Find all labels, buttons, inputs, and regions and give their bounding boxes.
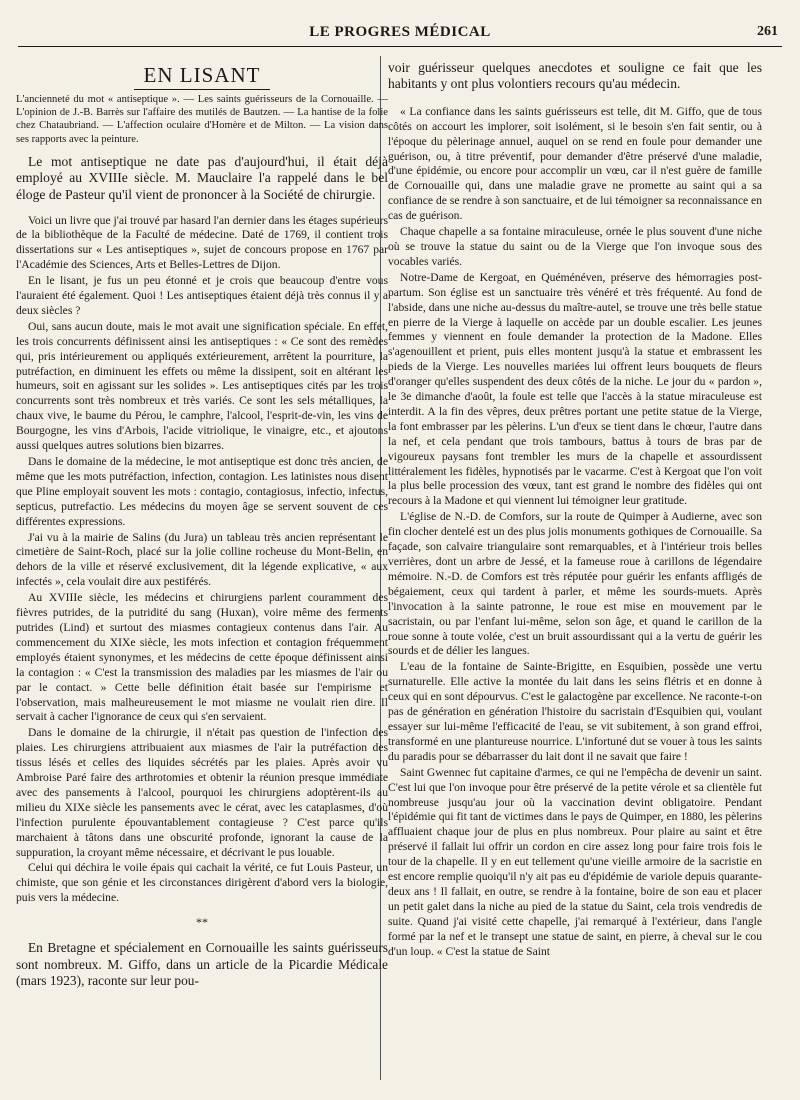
paragraph: Dans le domaine de la médecine, le mot antiseptique est donc très ancien, de même que les mots putréfaction, infection, contagion. Les latinistes nous disent que Pline employait souvent les mots : contagio, contagiosus, infectio, infectus, septicus, putrefactio. Les médecins du moyen âge se servent souvent de ces différentes expressions. <box>16 455 388 528</box>
paragraph: En Bretagne et spécialement en Cornouaille les saints guérisseurs sont nombreux. M. Giffo, dans un article de la Picardie Médicale (mars 1923), raconte sur leur pou- <box>16 940 388 988</box>
paragraph: En le lisant, je fus un peu étonné et je crois que beaucoup d'entre vous l'auraient été également. Quoi ! Les antiseptiques étaient déjà très connus il y a deux siècles ? <box>16 274 388 317</box>
paragraph: L'eau de la fontaine de Sainte-Brigitte, en Esquibien, possède une vertu surnaturelle. Elle active la montée du lait dans les seins flétris et en donne à ceux qui en sont dépourvus. C'est le galactogène par excellence. Ne raconte-t-on pas de génération en génération l'histoire du sacristain d'Esquibien qui, voulant essayer sur lui-même l'efficacité de l'eau, se vit subitement, à son grand effroi, transformé en une plantureuse nourrice. L'infortuné dut se vouer à tous les saints du paradis pour se débarrasser du lait dont il ne savait que faire ! <box>388 660 762 763</box>
paragraph: L'église de N.-D. de Comfors, sur la route de Quimper à Audierne, avec son fin clocher dentelé est un des plus jolis monuments gothiques de Cornouaille. Sa façade, son calvaire triangulaire sont remarquables, et à l'intérieur trois belles verrières, dont un arbre de Jessé, et la fameuse roue à carillons de légendaire mémoire. N.-D. de Comfors est très réputée pour guérir les enfants affligés de bégaiement, ceux qui tardent à parler, et même les sourds-muets. Après l'invocation à la sainte patronne, le roue est mise en mouvement par le sacristain, ou par l'enfant lui-même, selon son âge, et quand le carillon de la roue sonne à toute volée, c'est un bruit assourdissant qui a la vertu de guérir les sourds et de délier les langues. <box>388 510 762 658</box>
paragraph: Celui qui déchira le voile épais qui cachait la vérité, ce fut Louis Pasteur, un chimiste, que son génie et les circonstances dirigèrent d'abord vers la biologie, puis vers la médecine. <box>16 861 388 905</box>
running-title: LE PROGRES MÉDICAL <box>309 24 491 40</box>
paragraph: Au XVIIIe siècle, les médecins et chirurgiens parlent couramment des fièvres putrides, de la putridité du sang (Huxan), voire même des ferments putrides (Lind) et surtout des miasmes contagieux contenus dans l'air. Au commencement du XIXe siècle, les mots infection et contagion fréquemment employés étaient synonymes, et les médecins de cette époque définissent ainsi la contagion : « C'est la transmission des maladies par les miasmes de l'air ou par le contact. » Cette belle définition était basée sur l'empirisme et l'observation, mais malheureusement le mot miasme ne voulait rien dire. Il servait à cacher l'ignorance de ceux qui s'en servaient. <box>16 591 388 724</box>
header-rule <box>18 46 782 47</box>
section-title <box>16 63 388 87</box>
left-column <box>16 60 388 1086</box>
paragraph: Saint Gwennec fut capitaine d'armes, ce qui ne l'empêcha de devenir un saint. C'est lui que l'on invoque pour être préservé de la petite vérole et sa clientèle fut nombreuse jusqu'au jour où la vaccination devint obligatoire. Pendant l'épidémie qui fit tant de victimes dans le pays de Quimper, en 1880, les pèlerins affluaient chaque jour de plus en plus nombreux. Pour plaire au saint et être préservé il fallait lui offrir un cordon en cire assez long pour faire trois fois le tour de la chapelle. Il y en eut tellement qu'une vieille armoire de la sacristie en est encore remplie quoiqu'il n'y ait pas eu d'épidémie de variole depuis quarante-deux ans ! Il fallait, en outre, se rendre à la fontaine, boire de son eau et placer un petit galet dans la niche au pied de la statue du Saint, cela trois vendredis de suite. Quand j'ai visité cette chapelle, j'ai remarqué à l'extérieur, dans l'angle formé par la nef et le transept une statue de saint, en pierre, à cheval sur le cou d'un loup. « C'est la statue de Saint <box>388 765 762 958</box>
section-separator: ** <box>196 915 208 930</box>
paragraph: Oui, sans aucun doute, mais le mot avait une signification spéciale. En effet, les trois concurrents définissent ainsi les antiseptiques : « Ce sont des remèdes qui, pris intérieurement ou appliqués extérieurement, arrêtent la pourriture, la putréfaction, en diminuent les effets ou même la dissipent, soit en altérant les humeurs, soit en agissant sur les solides ». Les antiseptiques cités par les trois concurrents sont très nombreux et très variés. Ce sont les sels métalliques, la chaux vive, le baume du Pérou, le camphre, l'alcool, l'esprit-de-vin, les vins de Bourgogne, les vins d'Arbois, l'acide vitriolique, le vinaigre, etc., et ajoutons aussi quelques autres solutions bien bizarres. <box>16 319 388 453</box>
paragraph: Notre-Dame de Kergoat, en Quéménéven, préserve des hémorragies post-partum. Son église est un sanctuaire très vénéré et très fréquenté. Au fond de l'abside, dans une niche au-dessus du maître-autel, se trouve une très belle statue en pierre de la Vierge à laquelle on accède par un double escalier. Les jeunes femmes y viennent en foule demander la protection de la Madone. Elles s'agenouillent et prient, puis elles montent jusqu'à la statue et embrassent les pieds de la Vierge. Les nouvelles mariées lui offrent leurs bouquets de fleurs d'oranger qu'elles suspendent des deux côtés de la niche. Le jour du « pardon », le 3e dimanche d'août, la foule est telle que l'accès à la statue miraculeuse est interdit. A la fin des vêpres, deux prêtres portant une petite statue de la Vierge, la font embrasser par les pèlerins. L'un d'eux se tient dans le chœur, l'autre dans la nef, et cela pendant que trois tambours, battus à tours de bras par de vigoureux paysans font trembler les murs de la chapelle et assourdissent littéralement les fidèles, hypnotisés par le vacarme. C'est à Kergoat que l'on voit la plus belle procession des vœux, tant est grand le nombre des fidèles qui ont recours à la Madone et qui viennent lui témoigner leur gratitude. <box>388 270 762 508</box>
page-header <box>18 24 782 48</box>
continued-paragraph: voir guérisseur quelques anecdotes et souligne ce fait que les habitants y ont plus volontiers recours qu'au médecin. <box>388 60 762 92</box>
page-number: 261 <box>757 24 778 39</box>
section-summary: L'ancienneté du mot « antiseptique ». — Les saints guérisseurs de la Cornouaille. — L'opinion de J.-B. Barrès sur l'affaire des mutilés de Bautzen. — La hantise de la folie chez Chataubriand. — L'affection oculaire d'Homère et de Milton. — La vision dans ses rapports avec la peinture. <box>16 93 388 145</box>
paragraph: Dans le domaine de la chirurgie, il n'était pas question de l'infection des plaies. Les chirurgiens attribuaient aux miasmes de l'air la putréfaction des tissus lésés et celles des liquides sécrétés par les plaies. Après avoir vu Ambroise Paré faire des arthrotomies et obtenir la réunion presque immédiate avec des pansements à l'alcool, pourquoi les chirurgiens adoptèrent-ils au milieu du XIXe siècle les pansements avec le cérat, avec les cataplasmes, d'où l'infection purulente épouvantablement contagieuse ? C'est parce qu'ils marchaient à tâtons dans une obscurité profonde, ignorant la cause de la suppuration, la croyant même nécessaire, et décrivant le pus louable. <box>16 726 388 859</box>
right-column <box>388 60 762 1086</box>
paragraph: J'ai vu à la mairie de Salins (du Jura) un tableau très ancien représentant le cimetière de Saint-Roch, placé sur la jolie colline rocheuse du Mont-Belin, en dehors de la ville et réservé exclusivement, dit la légende explicative, « aux infectés », cela voulait dire aux pestiférés. <box>16 530 388 589</box>
paragraph: Chaque chapelle a sa fontaine miraculeuse, ornée le plus souvent d'une niche où se trouve la statue du saint ou de la Vierge que l'on invoque sous des vocables variés. <box>388 225 762 268</box>
section-title-text: EN LISANT <box>134 63 271 90</box>
lead-paragraph: Le mot antiseptique ne date pas d'aujourd'hui, il était déjà employé au XVIIIe siècle. M. Mauclaire l'a rappelé dans le bel éloge de Pasteur qu'il vient de prononcer à la Société de chirurgie. <box>16 153 388 202</box>
paragraph: « La confiance dans les saints guérisseurs est telle, dit M. Giffo, que de tous côtés on accourt les implorer, soit isolément, si le besoin s'en fait sentir, ou à l'époque du pèlerinage annuel, auquel on se rend en foule pour demander une guérison, ou, à titre préventif, pour demander d'être préservé d'une maladie, d'une épidémie, ou encore pour accomplir un vœu, car il n'est guère de famille de Cornouaille qui, dans une maladie grave ne promette au saint qui a sa confiance de se rendre à son sanctuaire, et de lui témoigner sa reconnaissance en cas de guérison. <box>388 104 762 223</box>
paragraph: Voici un livre que j'ai trouvé par hasard l'an dernier dans les étages supérieurs de la bibliothèque de la Faculté de médecine. Daté de 1769, il contient trois dissertations sur « Les antiseptiques », sujet de concours propose en 1767 par l'Académie des Sciences, Arts et Belles-Lettres de Dijon. <box>16 213 388 272</box>
